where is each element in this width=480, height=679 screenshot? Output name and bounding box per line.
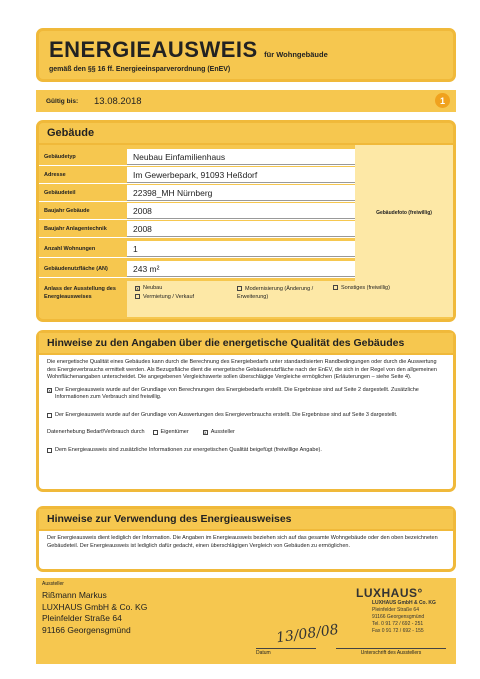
data-issuer-label: Aussteller [210,429,235,435]
building-table [39,145,453,319]
issuer-label: Aussteller [42,581,64,587]
issue-reason [39,281,453,317]
handwritten-date: 13/08/08 [275,621,340,647]
building-row [39,167,355,184]
signature-label: Unterschrift des Ausstellers [336,648,446,656]
quality-item-demand [39,382,453,402]
building-row-label: Baujahr Anlagentechnik [39,221,127,237]
issuer-street: Pleinfelder Straße 64 [42,613,122,623]
data-owner-label: Eigentümer [160,429,189,435]
building-row [39,221,355,238]
building-row [39,241,355,258]
building-photo-placeholder [355,145,453,281]
building-row-value: Im Gewerbepark, 91093 Heßdorf [127,167,355,183]
stamp-line: Fax 0 91 72 / 692 - 155 [372,628,424,634]
quality-item-text: Dem Energieausweis sind zusätzliche Informationen zur energetischen Qualität beigefügt (freiwillige Angabe). [55,446,322,453]
certificate-subtitle: gemäß den §§ 16 ff. Energieeinsparverordnung (EnEV) [49,66,231,73]
building-section [36,120,456,322]
reason-option-label: Modernisierung (Änderung / Erweiterung) [237,286,314,300]
checkbox-icon[interactable] [47,413,52,418]
reason-option-neubau[interactable] [135,285,162,291]
building-row [39,261,355,278]
data-collection-row [39,419,453,437]
reason-option-modernisierung[interactable] [237,285,317,301]
luxhaus-logo: LUXHAUS° [356,586,423,600]
data-collection-label: Datenerhebung Bedarf/Verbrauch durch [47,429,145,435]
reason-option-sonstiges[interactable] [333,285,390,291]
issue-reason-options [127,281,453,317]
quality-item-additional [39,437,453,455]
checkbox-checked-icon[interactable]: x [136,286,139,291]
building-row [39,185,355,202]
building-row-label: Baujahr Gebäude [39,203,127,219]
checkbox-icon[interactable] [153,430,158,435]
date-label: Datum [256,648,316,656]
building-row-value: 243 m² [127,261,355,277]
issue-reason-label: Anlass der Ausstellung des Energieausweises [39,281,127,317]
checkbox-icon[interactable] [47,448,52,453]
building-row-value: 2008 [127,203,355,219]
stamp-line: Tel. 0 91 72 / 692 - 251 [372,621,424,627]
checkbox-icon[interactable] [135,294,140,299]
quality-item-text: Der Energieausweis wurde auf der Grundlage von Auswertungen des Energieverbrauchs erstellt. Die Ergebnisse sind auf Seite 3 dargestellt. [55,411,398,418]
quality-item-consumption [39,402,453,420]
building-row-value: Neubau Einfamilienhaus [127,149,355,165]
building-row-value: 2008 [127,221,355,237]
usage-notes-text: Der Energieausweis dient lediglich der Information. Die Angaben im Energieausweis beziehen sich auf das gesamte Wohngebäude oder den oben bezeichneten Gebäudeteil. Der Energieausweis ist lediglich dafür gedacht, einen überschlägigen Vergleich von Gebäuden zu ermöglichen. [47,535,438,549]
quality-item-text: Der Energieausweis wurde auf der Grundlage von Berechnungen des Energiebedarfs erstellt. Die Ergebnisse sind auf Seite 2 dargestellt. Zusätzliche Informationen zum Verbrauch sind freiwillig. [55,386,419,400]
quality-notes-title: Hinweise zu den Angaben über die energetische Qualität des Gebäudes [39,333,453,355]
building-row-label: Gebäudetyp [39,149,127,165]
reason-option-label: Vermietung / Verkauf [143,294,195,300]
building-row-label: Gebäudeteil [39,185,127,201]
issuer-name: Rißmann Markus [42,590,107,600]
reason-option-label: Neubau [143,285,163,291]
title-line [49,37,443,63]
building-row [39,203,355,220]
issuer-address [42,590,147,636]
building-row-label: Gebäudenutzfläche (AN) [39,261,127,277]
certificate-title: ENERGIEAUSWEIS [49,37,258,62]
building-row-label: Adresse [39,167,127,183]
page-number-badge: 1 [435,93,450,108]
validity-bar [36,90,456,112]
quality-notes-section [36,330,456,492]
checkbox-checked-icon[interactable]: x [48,387,51,393]
company-stamp [372,600,436,635]
validity-label: Gültig bis: [46,97,79,105]
issuer-company: LUXHAUS GmbH & Co. KG [42,601,148,612]
building-row-value: 1 [127,241,355,257]
stamp-line: 91166 Georgensgmünd [372,614,425,620]
issuer-footer [36,578,456,664]
validity-date: 13.08.2018 [94,95,142,107]
stamp-line: Pleinfelder Straße 64 [372,607,419,613]
certificate-header [36,28,456,82]
usage-notes-title: Hinweise zur Verwendung des Energieausweises [39,509,453,531]
building-photo-label: Gebäudefoto (freiwillig) [376,210,432,216]
quality-notes-intro: Die energetische Qualität eines Gebäudes kann durch die Berechnung des Energiebedarfs unter standardisierten Randbedingungen oder durch die Auswertung des Energieverbrauchs ermittelt werden. Als Bezugsfläche dient die energetische Gebäudenutzfläche nach der EnEV, die sich in der Regel von den allgemeinen Wohnflächenangaben unterscheidet. Die angegebenen Vergleichswerte sollen überschlägige Vergleiche ermöglichen (Erläuterungen – siehe Seite 4). [47,359,437,380]
checkbox-checked-icon[interactable]: x [204,430,207,435]
checkbox-icon[interactable] [237,286,242,291]
building-row [39,149,355,166]
stamp-line: LUXHAUS GmbH & Co. KG [372,600,436,606]
reason-option-vermietung[interactable] [135,294,194,300]
building-section-title: Gebäude [39,123,453,145]
issuer-city: 91166 Georgensgmünd [42,624,131,635]
building-row-value: 22398_MH Nürnberg [127,185,355,201]
usage-notes-section [36,506,456,572]
certificate-title-suffix: für Wohngebäude [264,50,328,59]
building-row-label: Anzahl Wohnungen [39,241,127,257]
reason-option-label: Sonstiges (freiwillig) [341,285,390,291]
checkbox-icon[interactable] [333,285,338,290]
